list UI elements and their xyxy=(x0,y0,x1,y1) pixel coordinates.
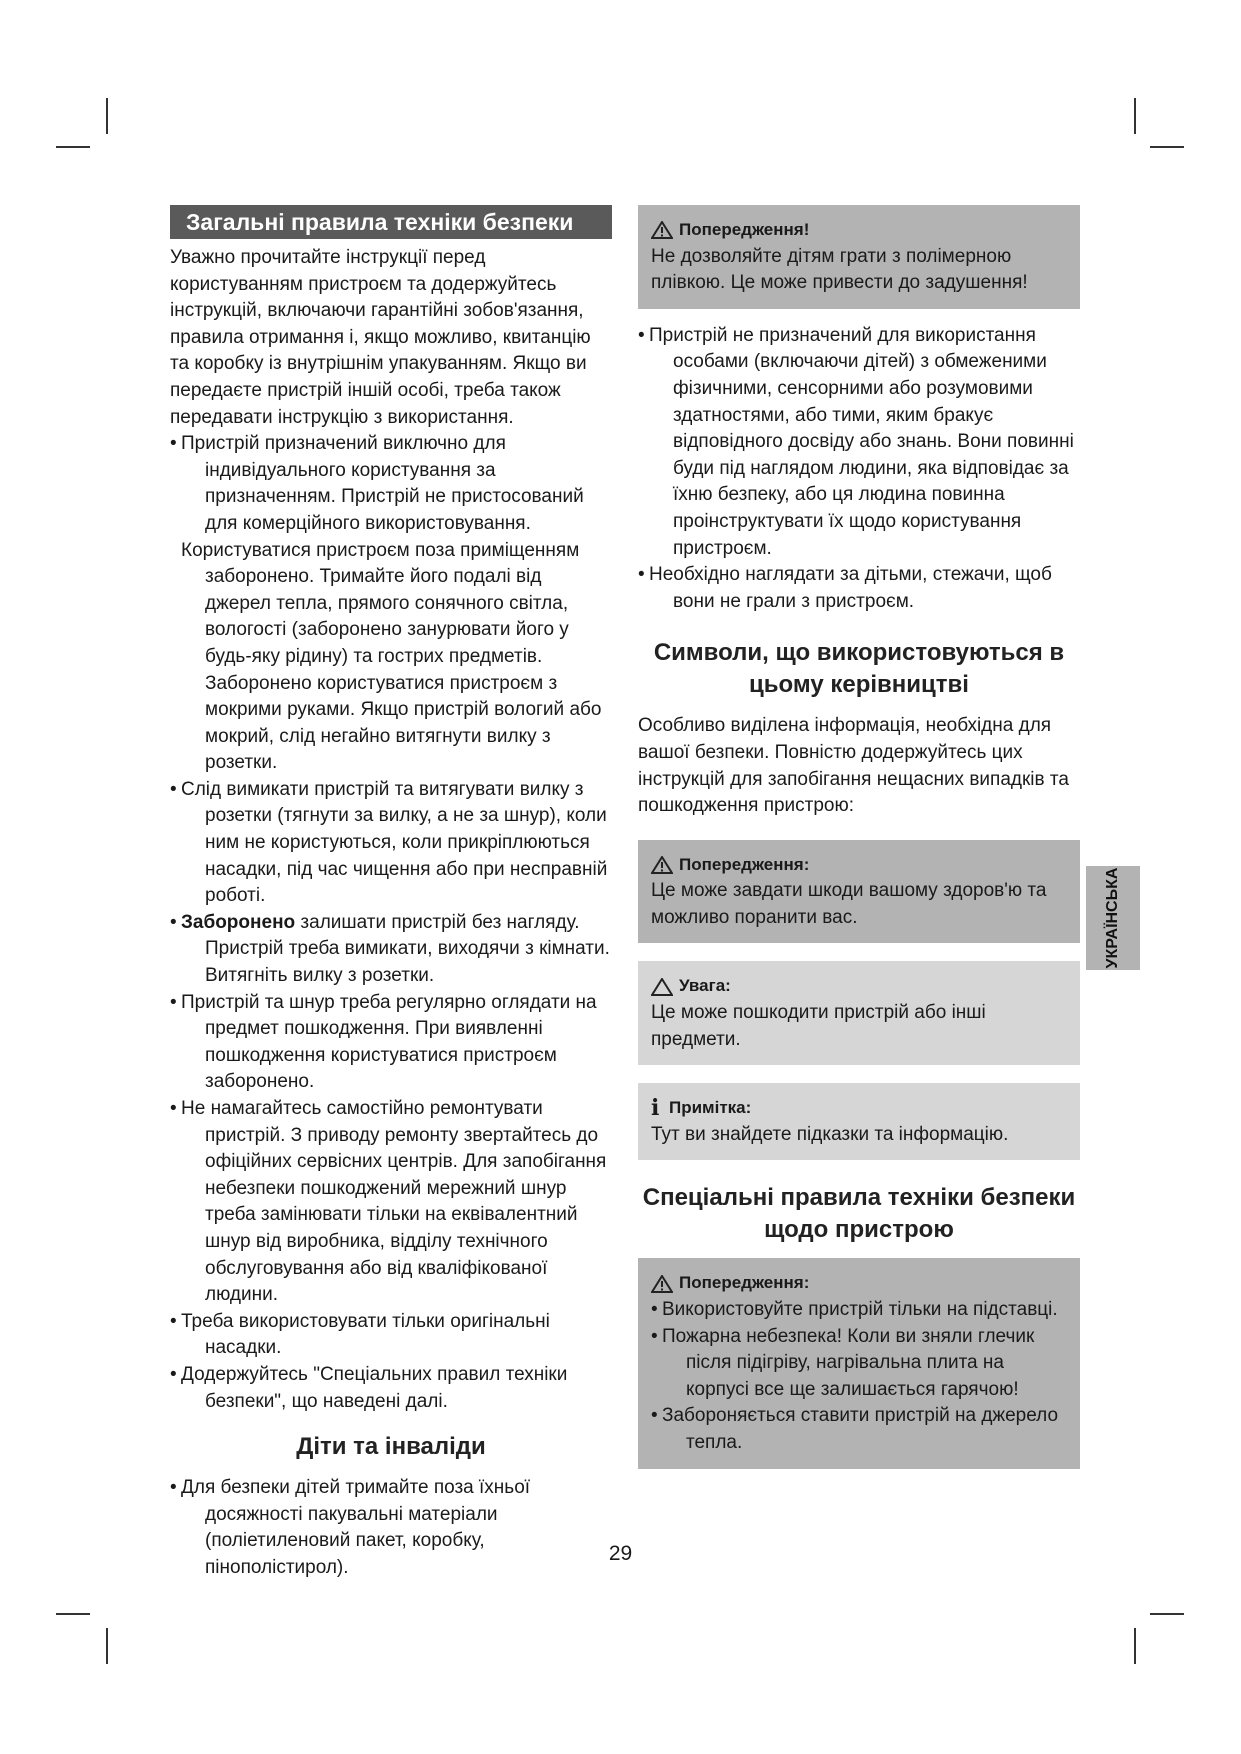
warning-box-special xyxy=(638,1258,1080,1468)
special-safety-list xyxy=(651,1297,1067,1457)
children-title: Діти та інваліди xyxy=(296,1433,486,1461)
section-title-general-safety: Загальні правила техніки безпеки xyxy=(170,205,612,239)
list-item: • Забороняється ставити пристрій на джерело тепла. xyxy=(651,1405,1059,1453)
children-safety-list xyxy=(638,323,1080,616)
caution-title: Увага: xyxy=(679,976,731,996)
caution-box xyxy=(638,961,1080,1065)
crop-mark xyxy=(1150,1613,1184,1615)
crop-mark xyxy=(1134,1628,1136,1664)
list-item: • Заборонено залишати пристрій без нагляду. Пристрій треба вимикати, виходячи з кімнати. Витягніть вилку з розетки. xyxy=(170,911,610,987)
list-item: • Пристрій та шнур треба регулярно оглядати на предмет пошкодження. При виявленні пошкодження користуватися пристроєм заборонено. xyxy=(170,991,597,1093)
note-box xyxy=(638,1083,1080,1160)
special-safety-title: Спеціальні правила техніки безпеки щодо пристрою xyxy=(642,1184,1076,1244)
note-text: Тут ви знайдете підказки та інформацію. xyxy=(651,1123,1009,1145)
crop-mark xyxy=(1134,98,1136,134)
forbidden-bold: Заборонено xyxy=(181,911,296,933)
warning-box-film xyxy=(638,205,1080,309)
warning-box-health xyxy=(638,840,1080,944)
list-item: • Пожарна небезпека! Коли ви зняли глечик після підігріву, нагрівальна плита на корпусі все ще залишається гарячою! xyxy=(651,1325,1035,1400)
list-item: • Використовуйте пристрій тільки на підставці. xyxy=(651,1299,1058,1321)
right-column xyxy=(638,205,1080,1483)
left-column xyxy=(170,205,612,1582)
list-item: • Пристрій не призначений для використання особами (включаючи дітей) з обмеженими фізичними, сенсорними або розумовими здатностями, або тими, яким бракує відповідного досвіду або знань. Вони повинні буди під наглядом людини, яка відповідає за їхню безпеку, або ця людина повинна проінструктувати їх щодо користування пристроєм. xyxy=(638,324,1074,559)
page-number: 29 xyxy=(608,1542,633,1565)
list-item: • Додержуйтесь "Спеціальних правил техніки безпеки", що наведені далі. xyxy=(170,1363,568,1412)
list-item: • Пристрій призначений виключно для індивідуального користування за призначенням. Пристрій не пристосований для комерційного використовування. xyxy=(170,433,584,534)
warning-text: Це може завдати шкоди вашому здоров'ю та можливо поранити вас. xyxy=(651,880,1047,928)
crop-mark xyxy=(1150,146,1184,148)
language-side-tab xyxy=(1086,866,1140,970)
crop-mark xyxy=(106,98,108,134)
list-item: • Для безпеки дітей тримайте поза їхньої досяжності пакувальні матеріали (поліетиленовий пакет, коробку, пінополістирол). xyxy=(170,1477,531,1578)
list-item: • Слід вимикати пристрій та витягувати вилку з розетки (тягнути за вилку, а не за шнур), коли ним не користуються, коли прикріплюються насадки, під час чищення або при несправній роботі. xyxy=(170,778,608,907)
info-icon: i xyxy=(651,1095,660,1122)
language-label: УКРАЇНСЬКА xyxy=(1104,867,1121,969)
symbols-intro: Особливо виділена інформація, необхідна для вашої безпеки. Повністю додержуйтесь цих інструкцій для запобігання нещасних випадків та пошкодження пристрою: xyxy=(638,715,1069,817)
general-safety-list xyxy=(170,431,612,1415)
list-item: • Не намагайтесь самостійно ремонтувати пристрій. З приводу ремонту звертайтесь до офіційних сервісних центрів. Для запобігання небезпеки пошкоджений мережний шнур треба замінювати тільки на еквівалентний шнур від виробника, відділу технічного обслуговування або від кваліфікованої людини. xyxy=(170,1098,607,1306)
intro-paragraph: Уважно прочитайте інструкції перед користуванням пристроєм та додержуйтесь інструкцій, включаючи гарантійні зобов'язання, правила отримання і, якщо можливо, квитанцію та коробку із внутрішнім упакуванням. Якщо ви передаєте пристрій іншій особі, треба також передавати інструкцію з використання. xyxy=(170,247,591,428)
warning-title: Попередження! xyxy=(679,220,810,239)
list-item: • Треба використовувати тільки оригінальні насадки. xyxy=(170,1310,550,1359)
warning-triangle-icon xyxy=(651,221,673,239)
warning-title: Попередження: xyxy=(679,1273,810,1293)
crop-mark xyxy=(106,1628,108,1664)
crop-mark xyxy=(56,1613,90,1615)
caution-triangle-icon xyxy=(651,978,673,996)
list-item: • Необхідно наглядати за дітьми, стежачи, щоб вони не грали з пристроєм. xyxy=(638,564,1052,612)
list-item: Користуватися пристроєм поза приміщенням заборонено. Тримайте його подалі від джерел тепла, прямого сонячного світла, вологості (заборонено занурювати його у будь-яку рідину) та гострих предметів. Заборонено користуватися пристроєм з мокрими руками. Якщо пристрій вологий або мокрий, слід негайно витягнути вилку з розетки. xyxy=(181,539,602,774)
warning-title: Попередження: xyxy=(679,854,810,874)
warning-triangle-icon xyxy=(651,856,673,874)
caution-text: Це може пошкодити пристрій або інші предмети. xyxy=(651,1002,986,1050)
crop-mark xyxy=(56,146,90,148)
note-title: Примітка: xyxy=(669,1098,752,1118)
warning-triangle-icon xyxy=(651,1275,673,1293)
symbols-title: Символи, що використовуються в цьому керівництві xyxy=(653,639,1065,699)
warning-text: Не дозволяйте дітям грати з полімерною плівкою. Це може привести до задушення! xyxy=(651,245,1028,294)
